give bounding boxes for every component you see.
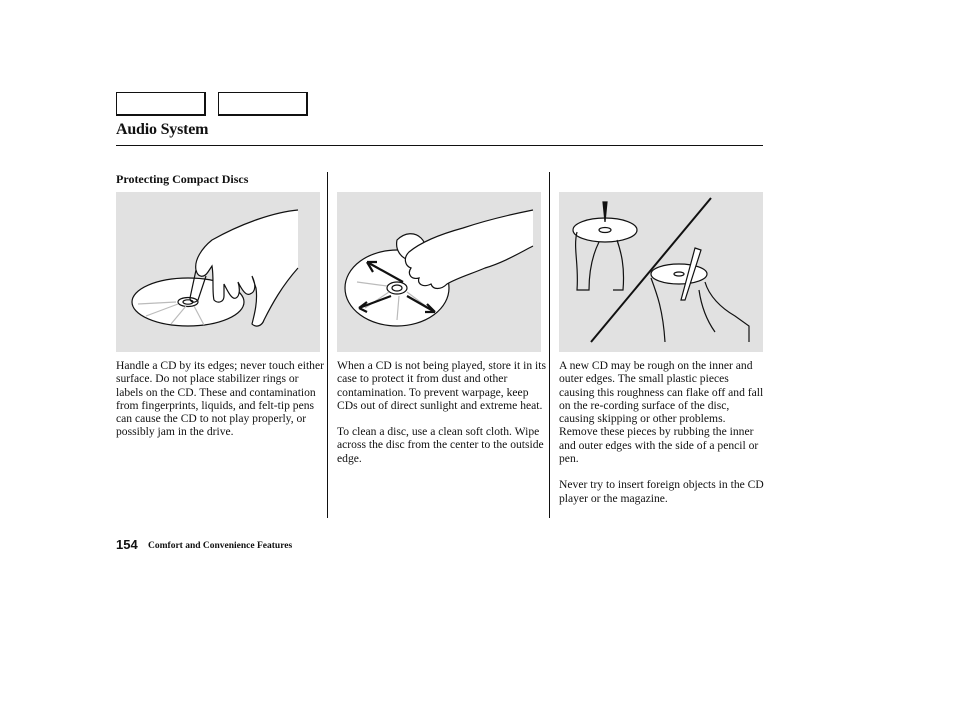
figure-rough-edges [559, 192, 763, 352]
column-divider-1 [327, 172, 328, 518]
title-rule [116, 145, 763, 146]
section-heading: Protecting Compact Discs [116, 172, 249, 186]
column-2 [337, 359, 547, 478]
page-title: Audio System [116, 121, 209, 138]
figure-clean-cd [337, 192, 541, 352]
nav-button-next[interactable] [218, 92, 308, 116]
column-divider-2 [549, 172, 550, 518]
column-1-paragraph-1: Handle a CD by its edges; never touch either surface. Do not place stabilizer rings or labels on the CD. These and contamination from fingerprints, liquids, and felt-tip pens can cause the CD to not play properly, or possibly jam in the drive. [116, 359, 324, 439]
pen-rubbing-cd-illustration [559, 192, 763, 352]
hand-holding-cd-illustration [116, 192, 320, 352]
wiping-cd-illustration [337, 192, 541, 352]
column-2-paragraph-1: When a CD is not being played, store it in its case to protect it from dust and other contamination. To prevent warpage, keep CDs out of direct sunlight and extreme heat. [337, 359, 546, 412]
column-3-paragraph-2: Never try to insert foreign objects in the CD player or the magazine. [559, 478, 764, 505]
column-3 [559, 359, 764, 518]
column-2-paragraph-2: To clean a disc, use a clean soft cloth. Wipe across the disc from the center to the outside edge. [337, 425, 544, 465]
column-3-paragraph-1: A new CD may be rough on the inner and outer edges. The small plastic pieces causing this roughness can flake off and fall on the re-cording surface of the disc, causing skipping or other problems. Remove these pieces by rubbing the inner and outer edges with the side of a pencil or pen. [559, 359, 764, 466]
nav-button-previous[interactable] [116, 92, 206, 116]
column-1 [116, 359, 326, 452]
page-number: 154 [116, 537, 138, 552]
figure-handle-cd [116, 192, 320, 352]
footer-section-name: Comfort and Convenience Features [148, 541, 293, 551]
